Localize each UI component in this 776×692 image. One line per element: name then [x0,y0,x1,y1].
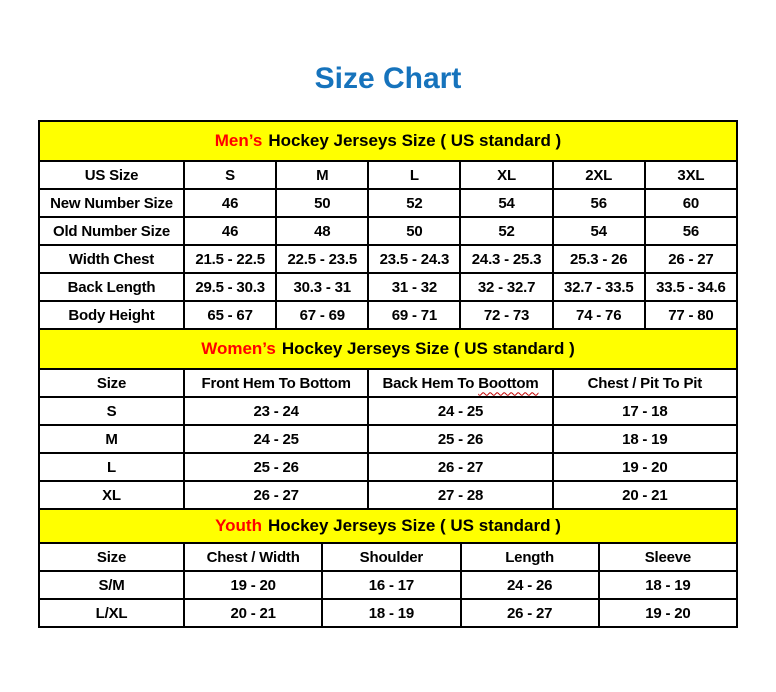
table-cell: 21.5 - 22.5 [184,245,276,273]
table-row [39,273,737,301]
table-cell: 60 [645,189,737,217]
row-label: XL [39,481,184,509]
table-cell: 50 [276,189,368,217]
mens-banner-text: Hockey Jerseys Size ( US standard ) [268,131,562,150]
table-cell: 26 - 27 [184,481,368,509]
table-cell: 24.3 - 25.3 [460,245,552,273]
column-header: Sleeve [599,543,737,571]
column-header: Chest / Width [184,543,322,571]
table-cell: 25 - 26 [184,453,368,481]
table-cell: 32 - 32.7 [460,273,552,301]
table-cell: 56 [553,189,645,217]
table-row [39,245,737,273]
column-header: Back Hem To Boottom [368,369,552,397]
table-cell: 19 - 20 [553,453,737,481]
table-row [39,301,737,329]
table-cell: 20 - 21 [184,599,322,627]
table-row [39,599,737,627]
row-label: New Number Size [39,189,184,217]
table-cell: 19 - 20 [184,571,322,599]
table-cell: 20 - 21 [553,481,737,509]
table-row [39,217,737,245]
table-cell: 46 [184,189,276,217]
column-header: Size [39,369,184,397]
table-cell: 23.5 - 24.3 [368,245,460,273]
table-cell: 26 - 27 [368,453,552,481]
table-cell: 23 - 24 [184,397,368,425]
table-cell: 17 - 18 [553,397,737,425]
youth-size-table [38,542,738,628]
column-header: Front Hem To Bottom [184,369,368,397]
table-cell: 18 - 19 [599,571,737,599]
womens-size-table [38,368,738,510]
header-row [39,161,737,189]
table-cell: 54 [460,189,552,217]
table-cell: 67 - 69 [276,301,368,329]
row-label: L/XL [39,599,184,627]
womens-table-head [39,369,737,397]
table-cell: 56 [645,217,737,245]
table-cell: 26 - 27 [645,245,737,273]
column-header: Chest / Pit To Pit [553,369,737,397]
column-header: Length [461,543,599,571]
table-cell: 52 [368,189,460,217]
table-cell: 77 - 80 [645,301,737,329]
row-label: Back Length [39,273,184,301]
column-header: 2XL [553,161,645,189]
table-cell: 65 - 67 [184,301,276,329]
table-row [39,425,737,453]
size-chart [38,120,738,628]
table-cell: 18 - 19 [322,599,460,627]
table-cell: 16 - 17 [322,571,460,599]
table-cell: 52 [460,217,552,245]
table-cell: 72 - 73 [460,301,552,329]
misspelled-word: Boottom [478,374,539,392]
womens-banner-text: Hockey Jerseys Size ( US standard ) [281,339,575,358]
table-cell: 25 - 26 [368,425,552,453]
row-label: S/M [39,571,184,599]
table-row [39,397,737,425]
table-cell: 46 [184,217,276,245]
mens-size-table [38,160,738,330]
row-label: S [39,397,184,425]
mens-table-body [39,189,737,329]
table-cell: 19 - 20 [599,599,737,627]
youth-banner-text: Hockey Jerseys Size ( US standard ) [267,516,561,535]
table-row [39,453,737,481]
mens-section-banner [38,120,738,162]
table-cell: 30.3 - 31 [276,273,368,301]
table-cell: 32.7 - 33.5 [553,273,645,301]
table-cell: 50 [368,217,460,245]
row-label: Old Number Size [39,217,184,245]
youth-table-head [39,543,737,571]
table-cell: 74 - 76 [553,301,645,329]
youth-section-banner [38,508,738,544]
table-row [39,189,737,217]
table-cell: 18 - 19 [553,425,737,453]
row-label: Body Height [39,301,184,329]
column-header: Shoulder [322,543,460,571]
table-cell: 22.5 - 23.5 [276,245,368,273]
table-row [39,571,737,599]
page-title: Size Chart [314,62,462,95]
table-cell: 27 - 28 [368,481,552,509]
table-cell: 31 - 32 [368,273,460,301]
table-row [39,481,737,509]
youth-banner-highlight: Youth [215,516,262,535]
row-label: L [39,453,184,481]
table-cell: 25.3 - 26 [553,245,645,273]
table-cell: 24 - 26 [461,571,599,599]
mens-banner-highlight: Men’s [214,131,263,150]
row-label: M [39,425,184,453]
column-header: S [184,161,276,189]
table-cell: 69 - 71 [368,301,460,329]
header-row [39,369,737,397]
column-header: 3XL [645,161,737,189]
column-header: M [276,161,368,189]
table-cell: 24 - 25 [184,425,368,453]
mens-table-head [39,161,737,189]
table-cell: 29.5 - 30.3 [184,273,276,301]
table-cell: 54 [553,217,645,245]
table-cell: 48 [276,217,368,245]
youth-table-body [39,571,737,627]
womens-section-banner [38,328,738,370]
womens-banner-highlight: Women’s [201,339,276,358]
header-row [39,543,737,571]
table-cell: 26 - 27 [461,599,599,627]
womens-table-body [39,397,737,509]
column-header: Size [39,543,184,571]
column-header: US Size [39,161,184,189]
column-header: XL [460,161,552,189]
table-cell: 24 - 25 [368,397,552,425]
column-header: L [368,161,460,189]
table-cell: 33.5 - 34.6 [645,273,737,301]
row-label: Width Chest [39,245,184,273]
